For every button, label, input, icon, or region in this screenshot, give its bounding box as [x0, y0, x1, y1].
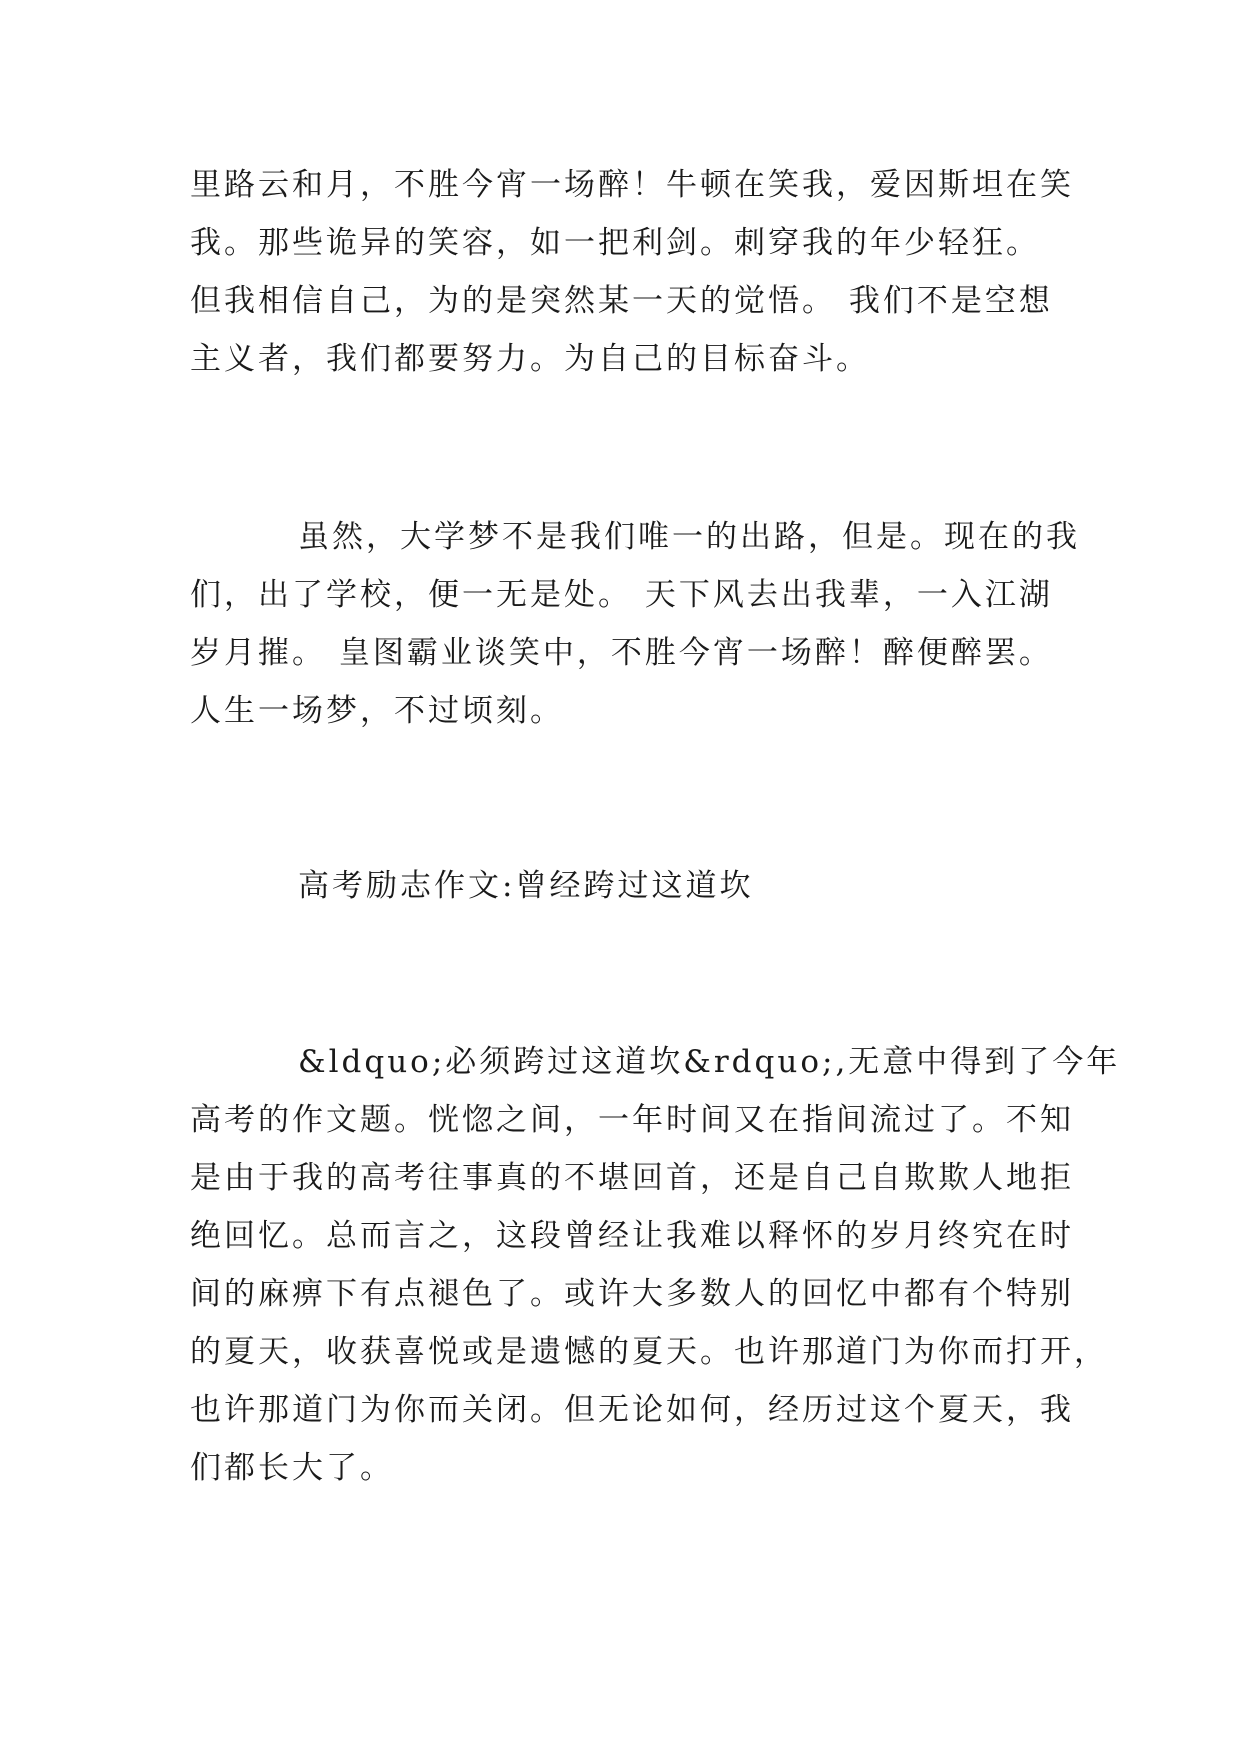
paragraph-line: 的夏天，收获喜悦或是遗憾的夏天。也许那道门为你而打开，	[190, 1334, 1108, 1370]
paragraph-line: 我。那些诡异的笑容，如一把利剑。刺穿我的年少轻狂。	[190, 225, 1040, 261]
paragraph-line: 岁月摧。 皇图霸业谈笑中，不胜今宵一场醉！醉便醉罢。	[190, 635, 1053, 671]
paragraph-1	[190, 156, 1074, 388]
paragraph-line: 主义者，我们都要努力。为自己的目标奋斗。	[190, 341, 870, 377]
paragraph-line: 里路云和月，不胜今宵一场醉！牛顿在笑我，爱因斯坦在笑	[190, 167, 1074, 203]
paragraph-line: 们都长大了。	[190, 1450, 394, 1486]
paragraph-line: 也许那道门为你而关闭。但无论如何，经历过这个夏天，我	[190, 1392, 1074, 1428]
paragraph-line: &ldquo;必须跨过这道坎&rdquo;,无意中得到了今年	[298, 1044, 1121, 1080]
paragraph-line: 们，出了学校，便一无是处。 天下风去出我辈，一入江湖	[190, 577, 1053, 613]
paragraph-2	[190, 508, 1080, 740]
paragraph-line: 高考的作文题。恍惚之间，一年时间又在指间流过了。不知	[190, 1102, 1074, 1138]
paragraph-3	[190, 1033, 1121, 1497]
paragraph-line: 人生一场梦，不过顷刻。	[190, 693, 564, 729]
paragraph-line: 是由于我的高考往事真的不堪回首，还是自己自欺欺人地拒	[190, 1160, 1074, 1196]
paragraph-line: 间的麻痹下有点褪色了。或许大多数人的回忆中都有个特别	[190, 1276, 1074, 1312]
paragraph-line: 但我相信自己，为的是突然某一天的觉悟。 我们不是空想	[190, 283, 1053, 319]
heading-text: 高考励志作文:曾经跨过这道坎	[298, 868, 754, 904]
paragraph-line: 虽然，大学梦不是我们唯一的出路，但是。现在的我	[298, 519, 1080, 555]
essay-heading	[190, 857, 1050, 915]
paragraph-line: 绝回忆。总而言之，这段曾经让我难以释怀的岁月终究在时	[190, 1218, 1074, 1254]
